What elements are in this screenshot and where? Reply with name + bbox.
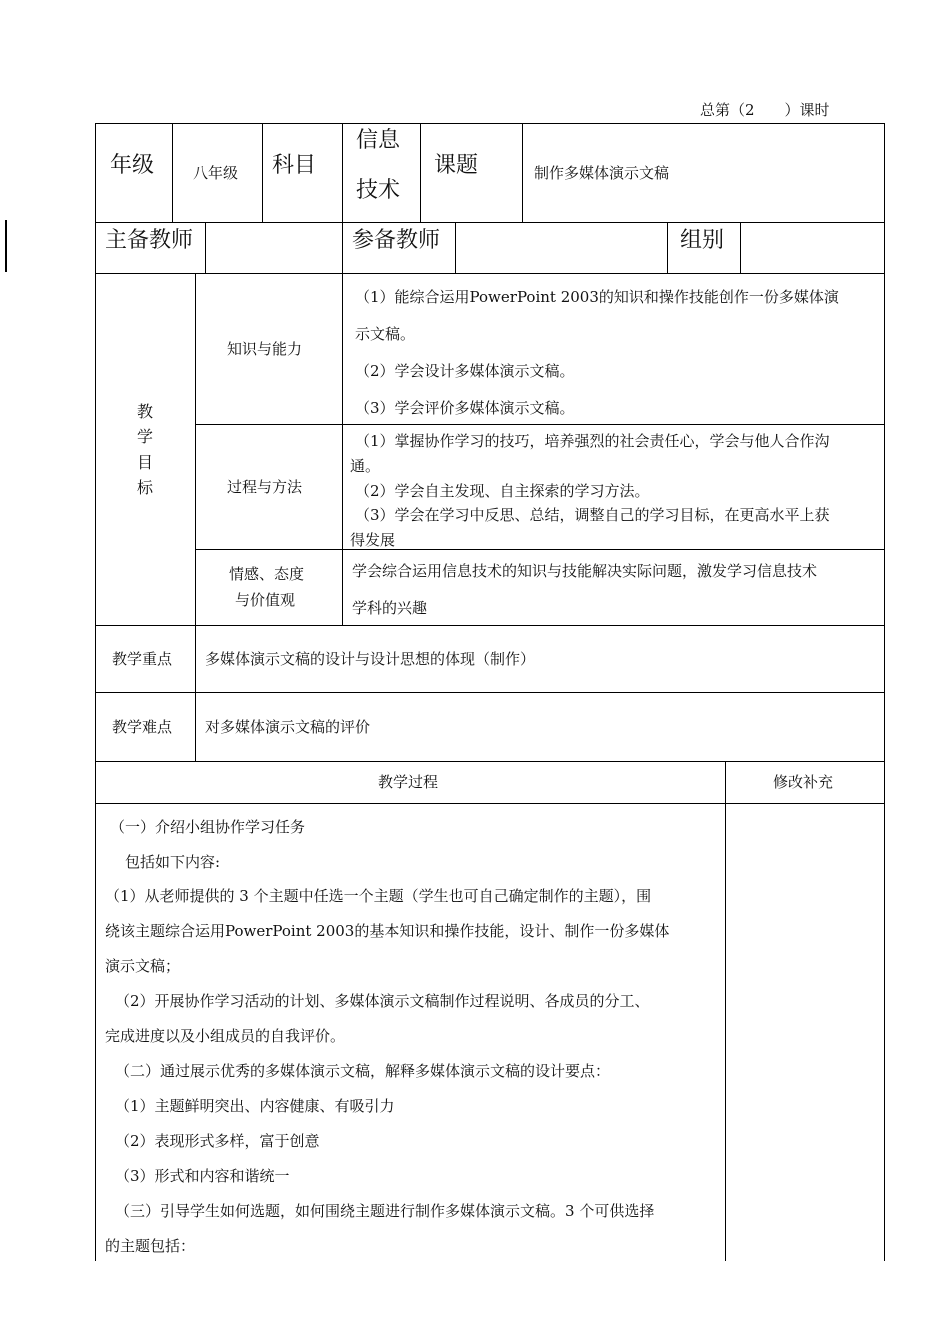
topic-label: 课题 [434, 153, 479, 178]
knowledge-line-4: （3）学会评价多媒体演示文稿。 [355, 399, 575, 417]
process-line-2: 通。 [350, 457, 381, 475]
process-line-1: （1）掌握协作学习的技巧，培养强烈的社会责任心，学会与他人合作沟 [355, 432, 830, 450]
assist-teacher-label: 参备教师 [352, 228, 441, 253]
margin-mark [5, 220, 7, 272]
difficulty-label: 教学难点 [112, 718, 173, 736]
difficulty-value: 对多媒体演示文稿的评价 [205, 718, 371, 736]
process-line-4: （3）学会在学习中反思、总结，调整自己的学习目标，在更高水平上获 [355, 506, 830, 524]
knowledge-line-2: 示文稿。 [355, 325, 416, 343]
process-body-line-1: （一）介绍小组协作学习任务 [110, 818, 306, 836]
grade-label: 年级 [110, 153, 155, 178]
key-point-label: 教学重点 [112, 650, 173, 668]
main-teacher-label: 主备教师 [105, 228, 194, 253]
emotion-label-1: 情感、态度 [229, 565, 305, 583]
knowledge-label: 知识与能力 [227, 340, 303, 358]
goals-label-3: 目 [137, 453, 154, 472]
goals-label-4: 标 [137, 478, 154, 497]
process-body-line-13: 的主题包括： [105, 1237, 196, 1255]
process-body-line-3: （1）从老师提供的 3 个主题中任选一个主题（学生也可自己确定制作的主题），围 [105, 887, 652, 905]
goals-label-1: 教 [137, 402, 154, 421]
process-body-line-11: （3）形式和内容和谐统一 [115, 1167, 290, 1185]
subject-value-line1: 信息 [356, 128, 401, 153]
group-label: 组别 [680, 228, 725, 253]
process-body-line-6: （2）开展协作学习活动的计划、多媒体演示文稿制作过程说明、各成员的分工、 [115, 992, 650, 1010]
subject-value-line2: 技术 [356, 178, 401, 203]
process-line-3: （2）学会自主发现、自主探索的学习方法。 [355, 482, 650, 500]
process-header-right: 修改补充 [773, 773, 834, 791]
process-body-line-4: 绕该主题综合运用PowerPoint 2003的基本知识和操作技能，设计、制作一份多媒体 [105, 922, 670, 940]
process-body-line-7: 完成进度以及小组成员的自我评价。 [105, 1027, 346, 1045]
process-body-line-2: 包括如下内容: [110, 853, 221, 871]
process-body-line-8: （二）通过展示优秀的多媒体演示文稿，解释多媒体演示文稿的设计要点： [115, 1062, 611, 1080]
topic-value: 制作多媒体演示文稿 [534, 164, 670, 182]
knowledge-line-1: （1）能综合运用PowerPoint 2003的知识和操作技能创作一份多媒体演 [355, 288, 839, 306]
grade-value: 八年级 [193, 164, 239, 182]
lesson-count: 总第（2 ）课时 [700, 101, 830, 119]
emotion-line-1: 学会综合运用信息技术的知识与技能解决实际问题，激发学习信息技术 [352, 562, 818, 580]
process-body-line-12: （三）引导学生如何选题，如何围绕主题进行制作多媒体演示文稿。3 个可供选择 [115, 1202, 655, 1220]
process-body-line-9: （1）主题鲜明突出、内容健康、有吸引力 [115, 1097, 395, 1115]
goals-label-2: 学 [137, 427, 154, 446]
emotion-label-2: 与价值观 [235, 591, 296, 609]
emotion-line-2: 学科的兴趣 [352, 599, 428, 617]
process-method-label: 过程与方法 [227, 478, 303, 496]
process-body-line-10: （2）表现形式多样，富于创意 [115, 1132, 320, 1150]
knowledge-line-3: （2）学会设计多媒体演示文稿。 [355, 362, 575, 380]
process-header-left: 教学过程 [378, 773, 439, 791]
subject-label: 科目 [272, 153, 317, 178]
process-line-5: 得发展 [350, 531, 396, 549]
process-body-line-5: 演示文稿； [105, 957, 181, 975]
key-point-value: 多媒体演示文稿的设计与设计思想的体现（制作） [205, 650, 536, 668]
